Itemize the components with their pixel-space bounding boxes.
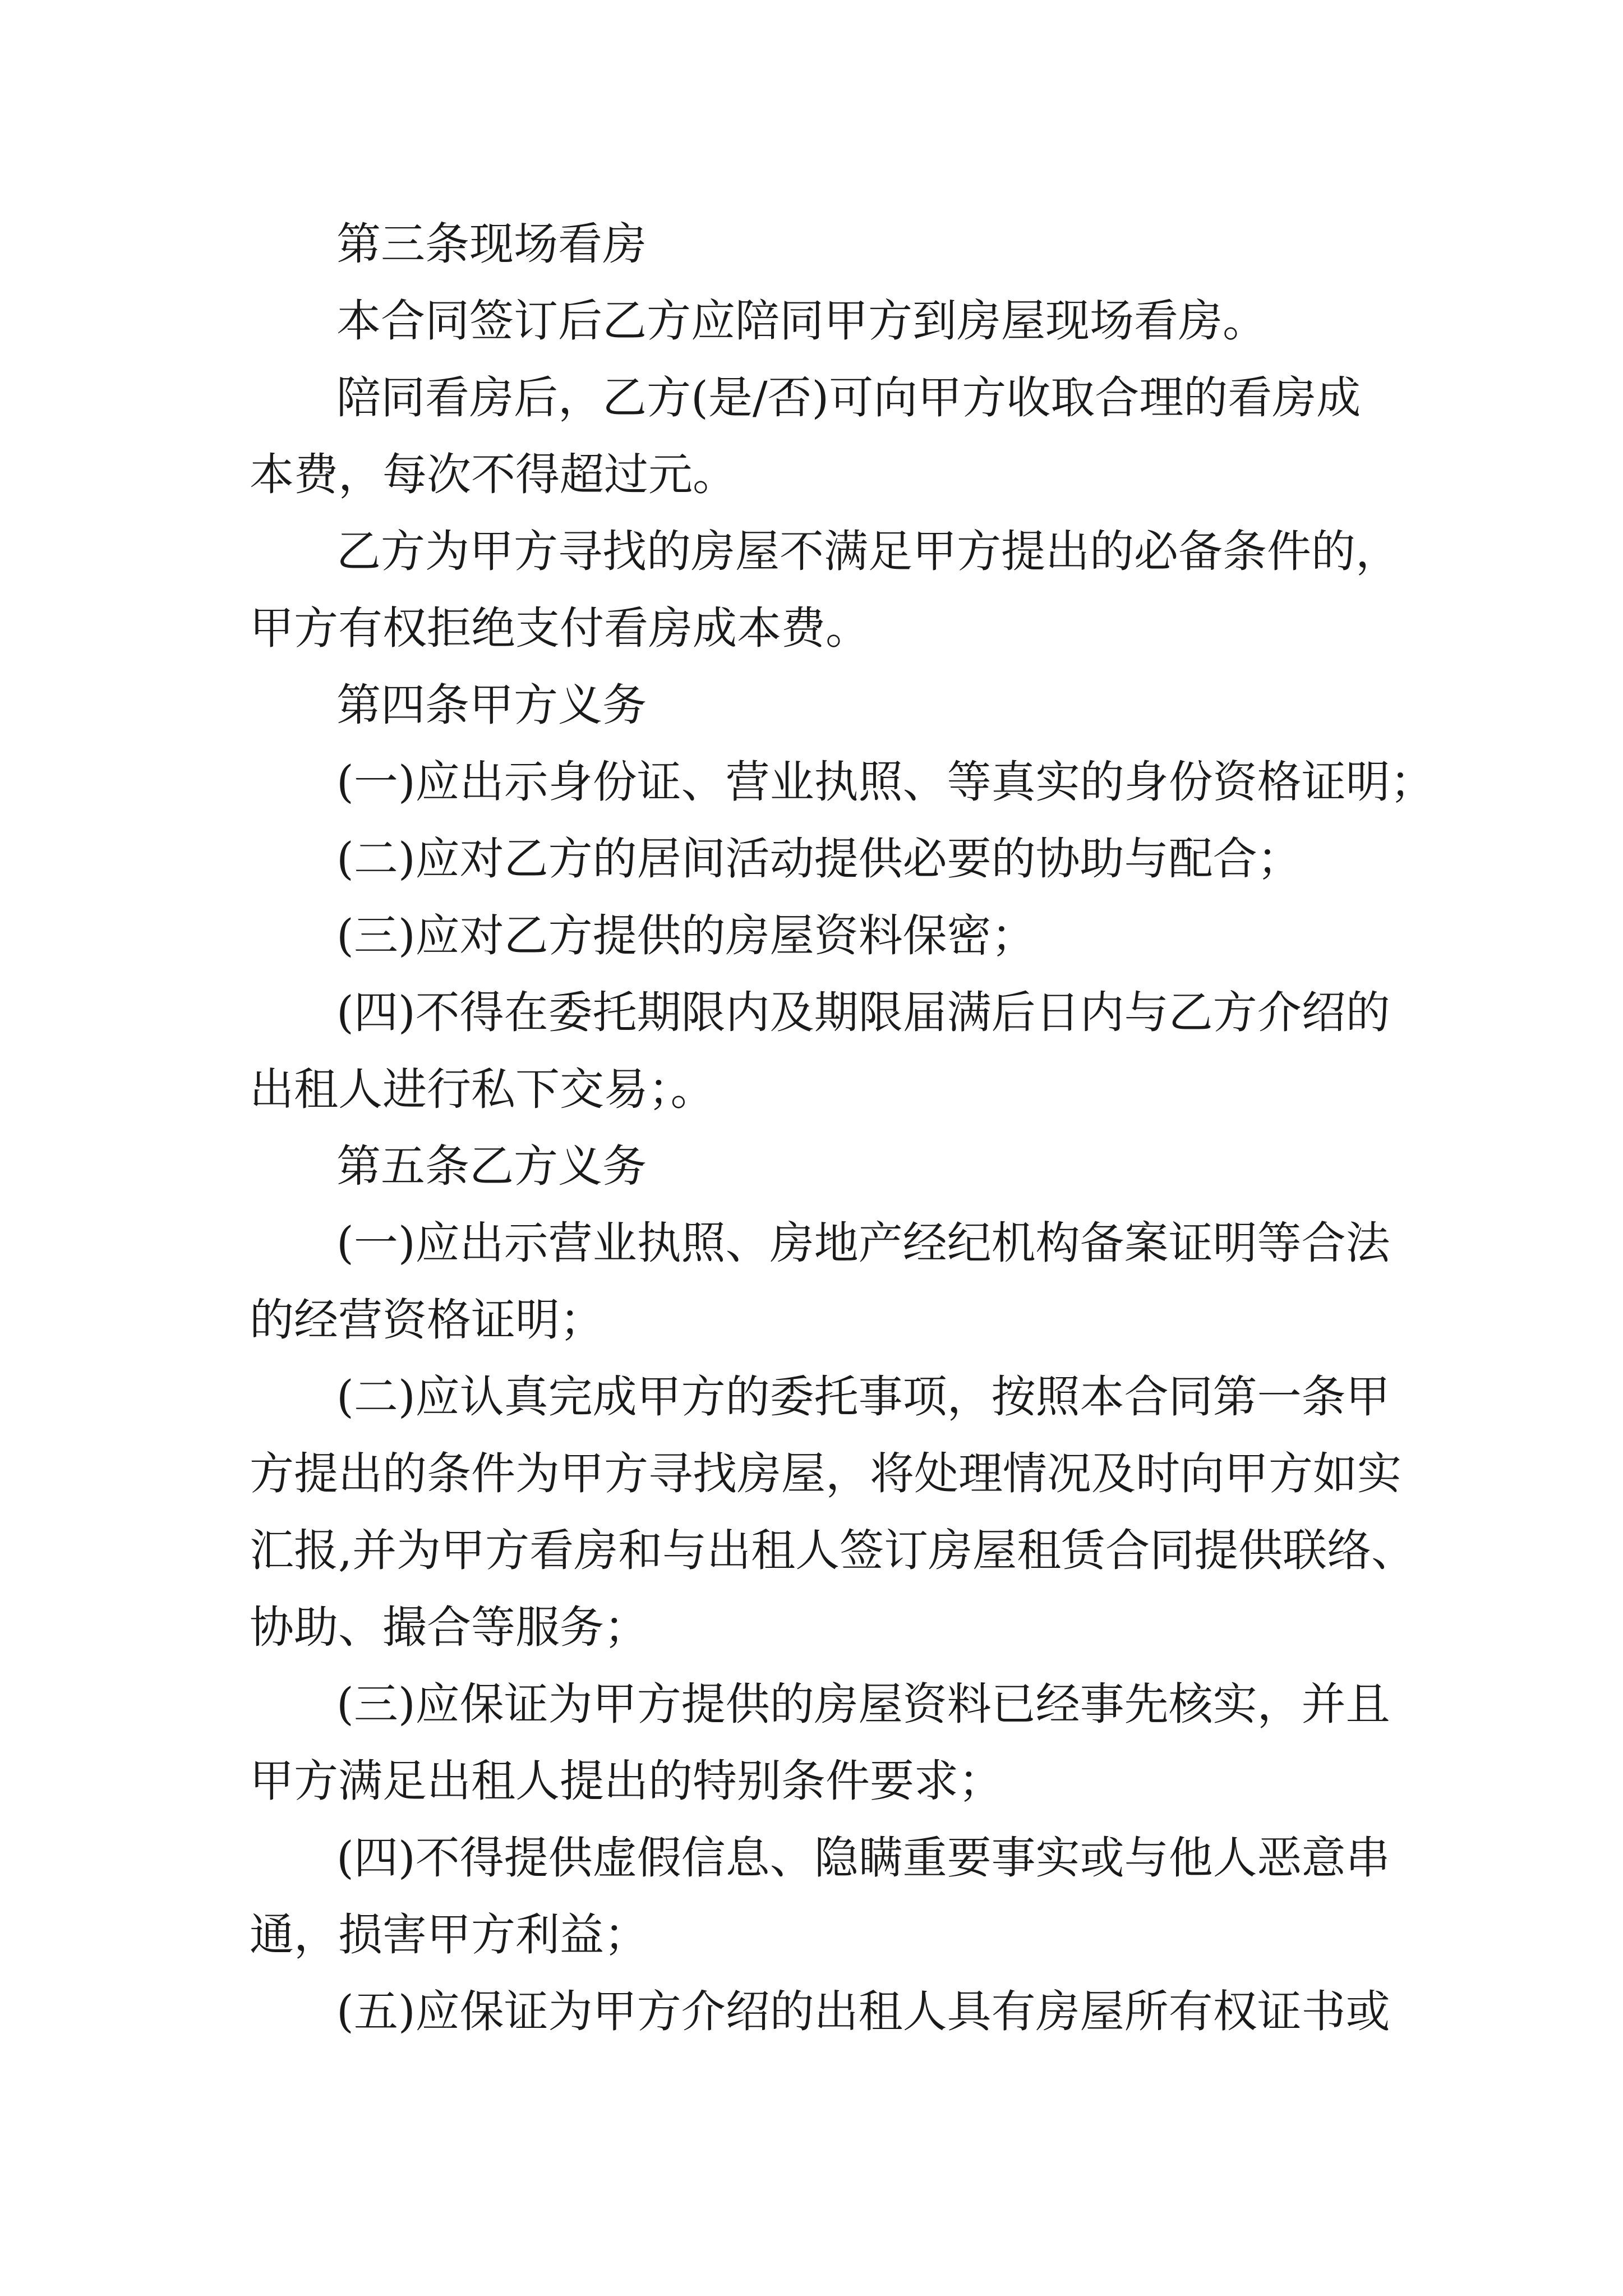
- paragraph-line: (二)应对乙方的居间活动提供必要的协助与配合；: [336, 833, 1302, 885]
- paragraph-line: (五)应保证为甲方介绍的出租人具有房屋所有权证书或: [336, 1986, 1390, 2037]
- paragraph-line: 本费，每次不得超过元。: [250, 449, 737, 500]
- paragraph-line: 协助、撮合等服务；: [250, 1602, 648, 1653]
- paragraph-line: (四)不得提供虚假信息、隐瞒重要事实或与他人恶意串: [336, 1832, 1390, 1884]
- article-3-heading: 第三条现场看房: [336, 218, 647, 270]
- paragraph-line: 出租人进行私下交易；。: [250, 1064, 715, 1115]
- paragraph-line: (四)不得在委托期限内及期限届满后日内与乙方介绍的: [336, 987, 1390, 1038]
- paragraph-line: (一)应出示营业执照、房地产经纪机构备案证明等合法: [336, 1217, 1390, 1269]
- paragraph-line: 通，损害甲方利益；: [250, 1909, 648, 1961]
- paragraph-line: 方提出的条件为甲方寻找房屋，将处理情况及时向甲方如实: [250, 1448, 1401, 1499]
- paragraph-line: 陪同看房后，乙方(是/否)可向甲方收取合理的看房成: [336, 372, 1361, 424]
- paragraph-line: (二)应认真完成甲方的委托事项，按照本合同第一条甲: [336, 1371, 1390, 1423]
- article-5-heading: 第五条乙方义务: [336, 1140, 647, 1192]
- paragraph-line: (三)应对乙方提供的房屋资料保密；: [336, 910, 1036, 961]
- paragraph-line: 本合同签订后乙方应陪同甲方到房屋现场看房。: [336, 295, 1267, 347]
- paragraph-line: (一)应出示身份证、营业执照、等真实的身份资格证明；: [336, 756, 1435, 808]
- paragraph-line: (三)应保证为甲方提供的房屋资料已经事先核实，并且: [336, 1678, 1390, 1730]
- paragraph-line: 乙方为甲方寻找的房屋不满足甲方提出的必备条件的，: [336, 526, 1400, 577]
- paragraph-line: 甲方满足出租人提出的特别条件要求；: [250, 1755, 1003, 1807]
- paragraph-line: 甲方有权拒绝支付看房成本费。: [250, 602, 870, 654]
- article-4-heading: 第四条甲方义务: [336, 679, 647, 731]
- paragraph-line: 汇报,并为甲方看房和与出租人签订房屋租赁合同提供联络、: [250, 1525, 1416, 1576]
- paragraph-line: 的经营资格证明；: [250, 1294, 604, 1346]
